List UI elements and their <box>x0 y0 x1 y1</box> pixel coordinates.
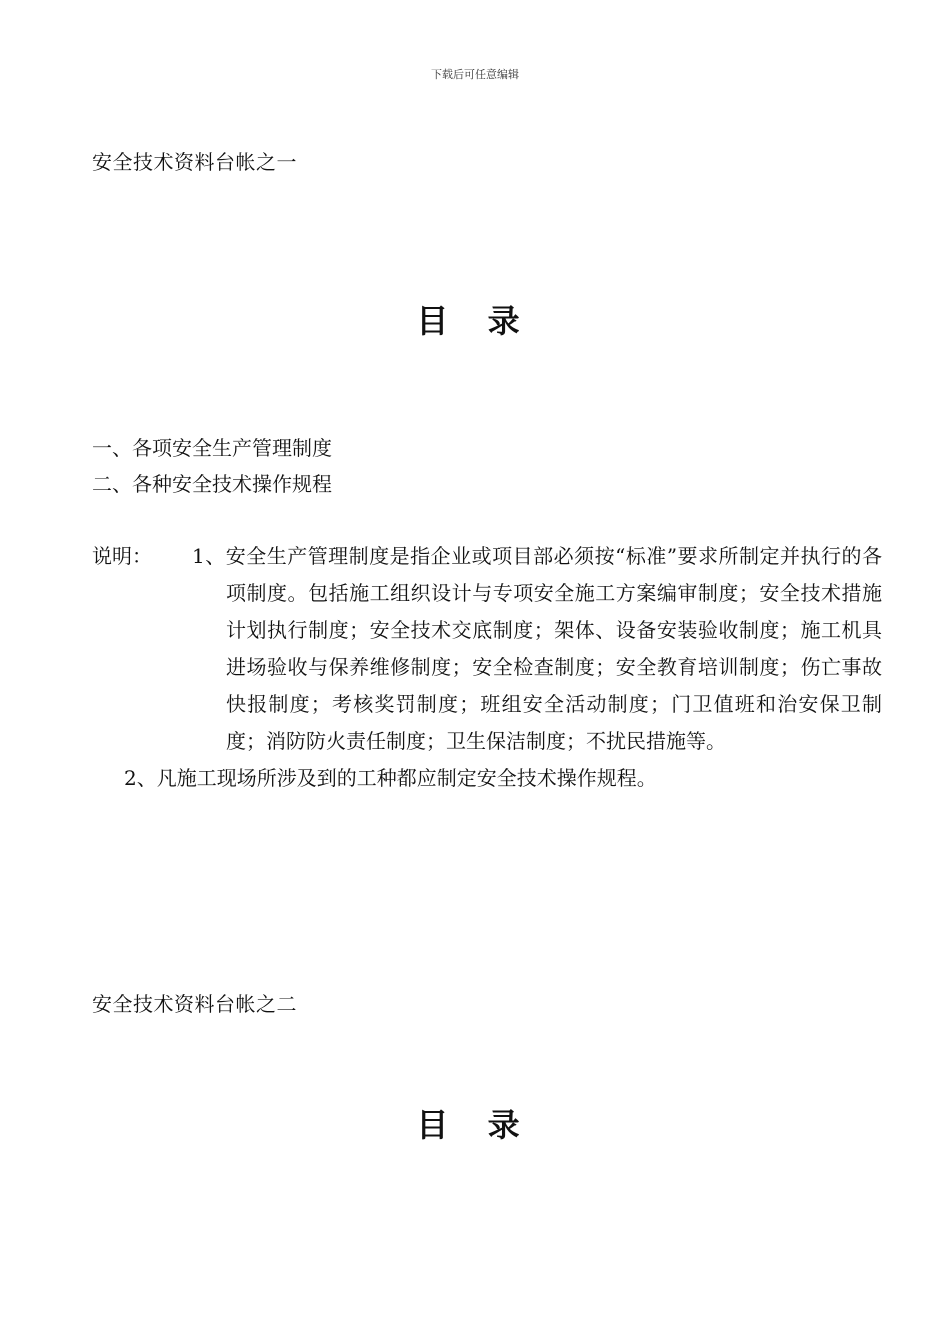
note-2-text: 2、凡施工现场所涉及到的工种都应制定安全技术操作规程。 <box>124 766 657 790</box>
notes-prefix: 说明： <box>92 544 152 568</box>
section-1-label: 安全技术资料台帐之一 <box>92 150 297 174</box>
section-1-toc-list <box>92 430 332 502</box>
page-header-note: 下载后可任意编辑 <box>431 68 519 81</box>
section-1-title: 目 录 <box>416 302 534 340</box>
toc-item: 二、各种安全技术操作规程 <box>92 472 332 496</box>
note-1-row <box>92 538 882 760</box>
note-1-text: 1、安全生产管理制度是指企业或项目部必须按“标准”要求所制定并执行的各项制度。包括施工组织设计与专项安全施工方案编审制度；安全技术措施计划执行制度；安全技术交底制度；架体、设备安装验收制度；施工机具进场验收与保养维修制度；安全检查制度；安全教育培训制度；伤亡事故快报制度；考核奖罚制度；班组安全活动制度；门卫值班和治安保卫制度；消防防火责任制度；卫生保洁制度；不扰民措施等。 <box>192 544 882 753</box>
section-2-label: 安全技术资料台帐之二 <box>92 992 297 1016</box>
section-1-notes <box>92 538 882 797</box>
section-2-title: 目 录 <box>416 1106 534 1144</box>
toc-item: 一、各项安全生产管理制度 <box>92 436 332 460</box>
